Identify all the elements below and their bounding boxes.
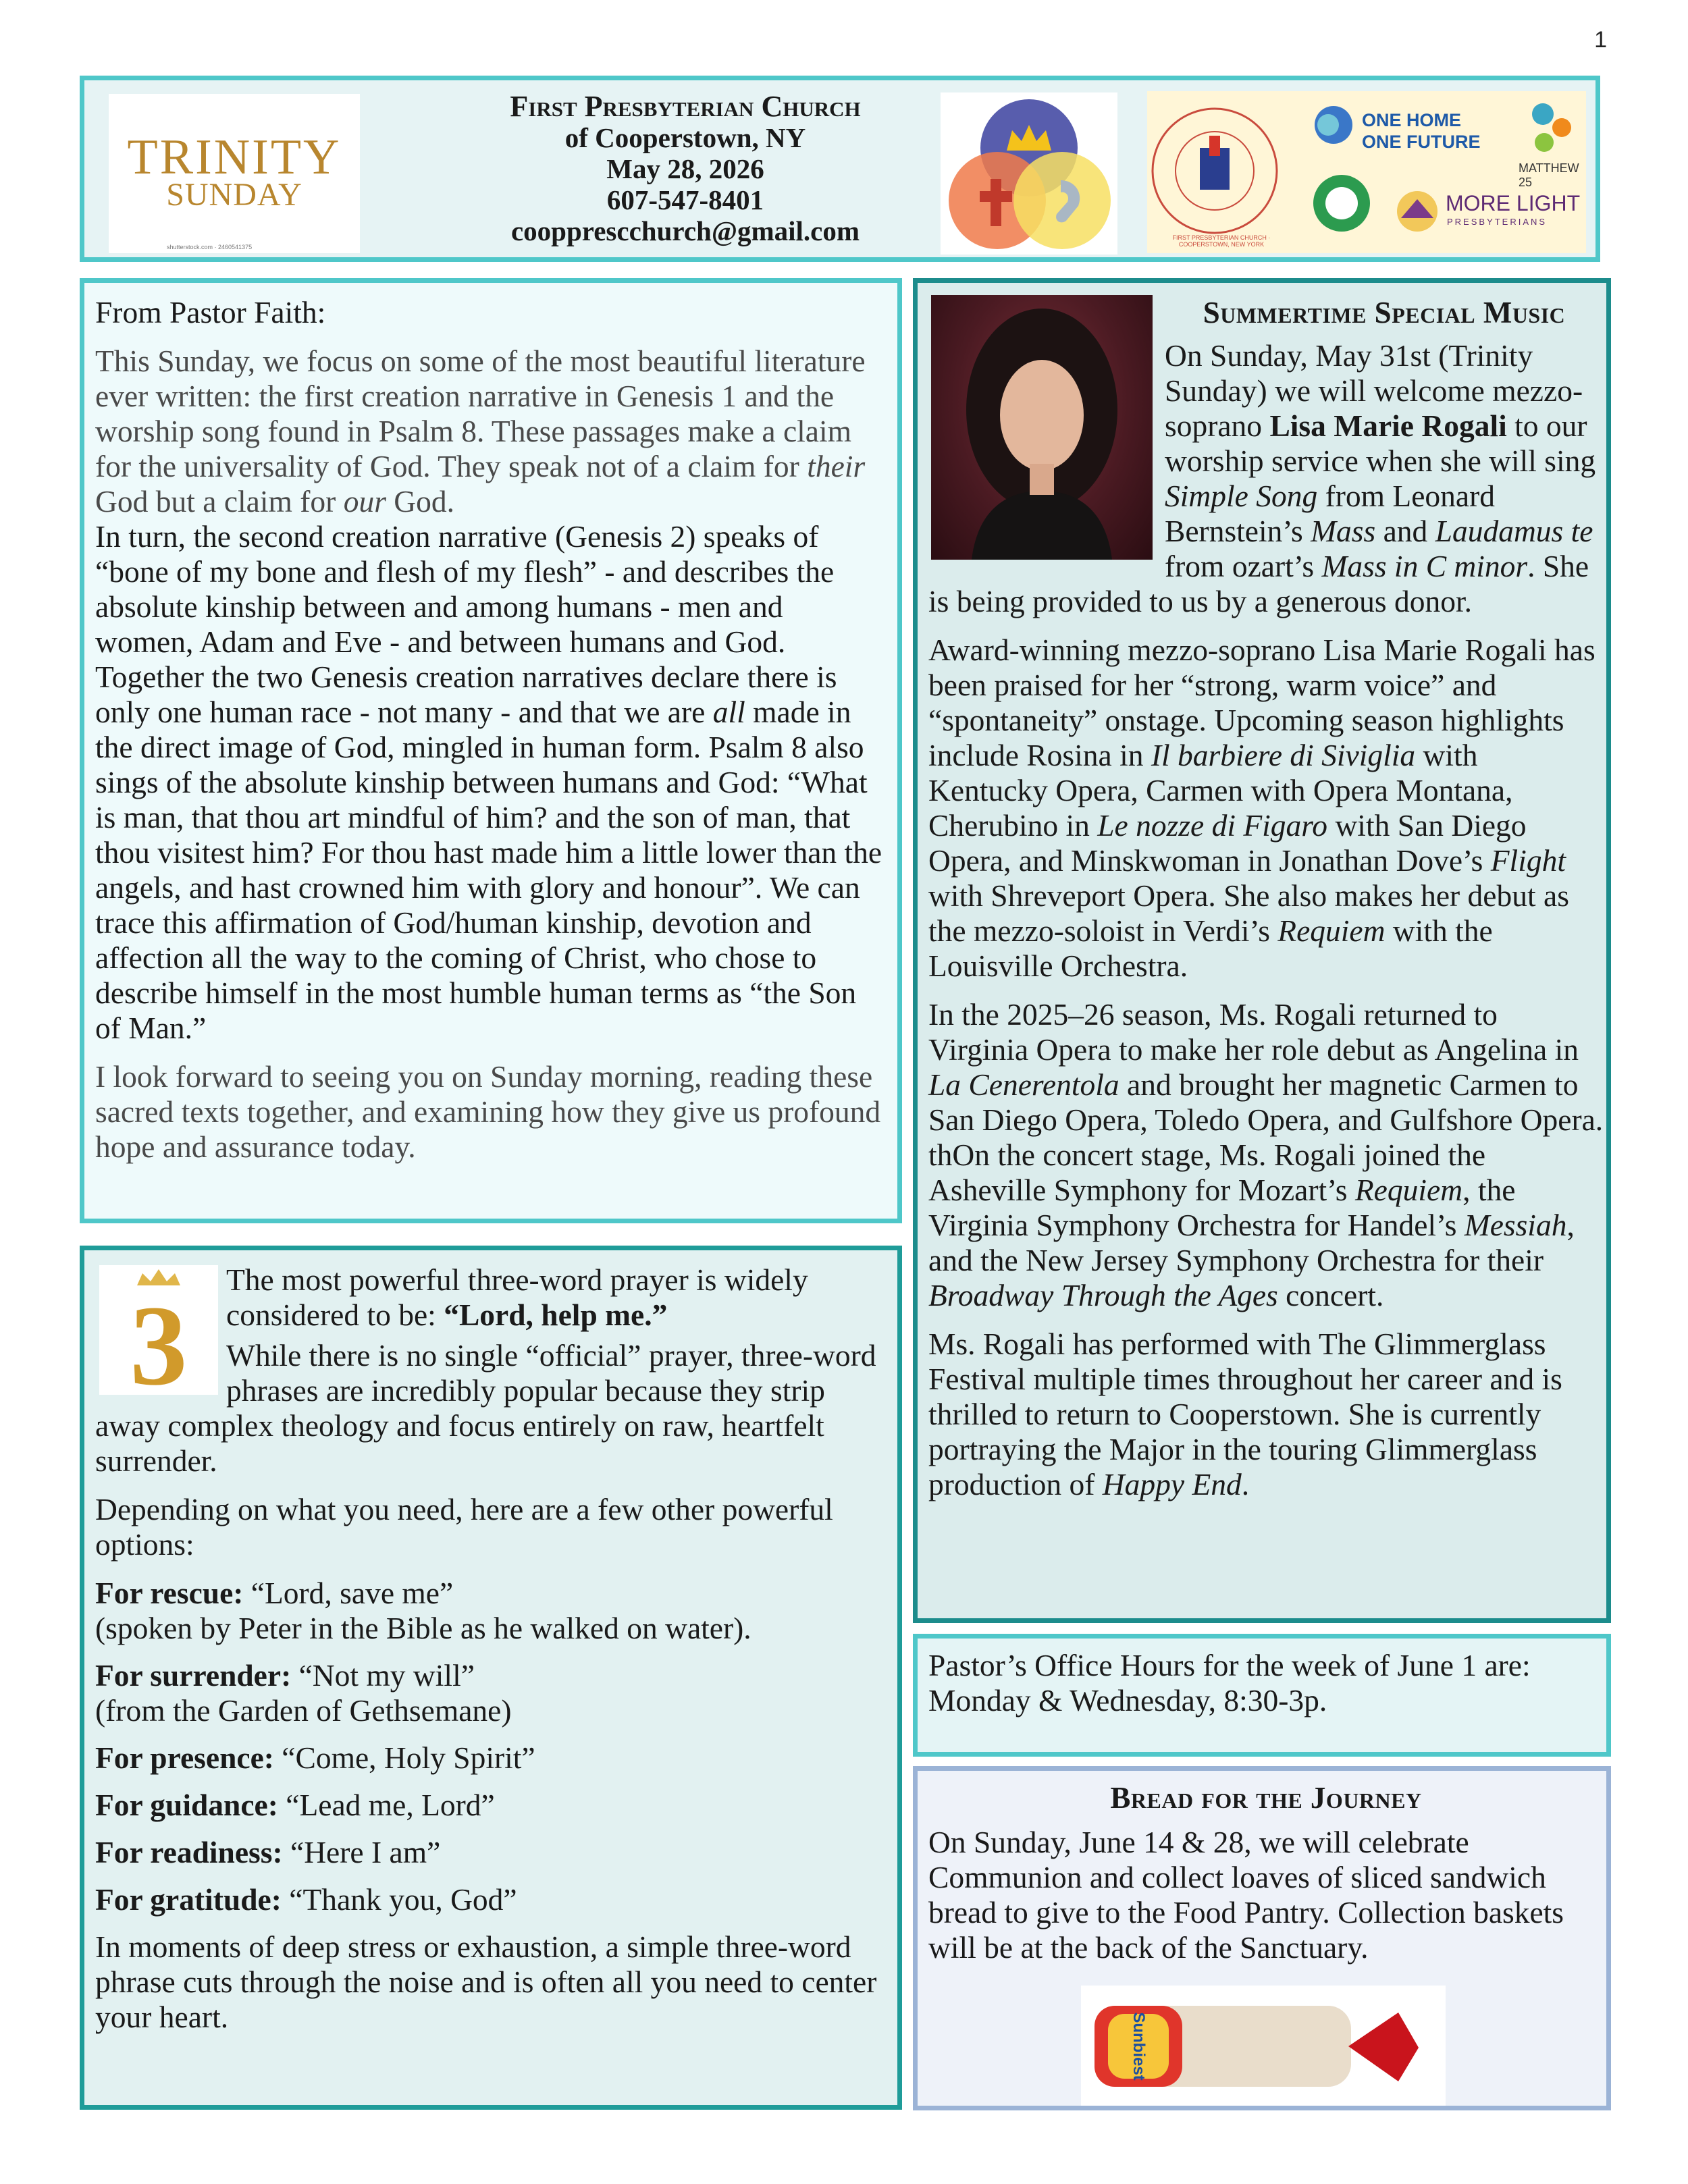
prayer-option <box>95 1835 887 1870</box>
option-note: (from the Garden of Gethsemane) <box>95 1693 512 1728</box>
trinity-circles-graphic <box>941 92 1117 255</box>
text-run: This Sunday, we focus on some of the most beautiful literature ever written: the first creation narrative in Genesis 1 and the worship song found in Psalm 8. These passages make a claim for the universality of God. They speak not of a claim for <box>95 344 866 483</box>
trinity-logo-word2: SUNDAY <box>166 177 302 213</box>
text-run: with the Louisville Orchestra. <box>928 913 1493 983</box>
text-run: to our worship service when she will sing <box>1165 408 1596 478</box>
option-text: “Not my will” <box>291 1658 475 1693</box>
prayer-paragraph-3: Depending on what you need, here are a few other powerful options: <box>95 1492 833 1562</box>
pastor-message-box <box>80 278 902 1223</box>
bread-loaf-image <box>1081 1986 1446 2106</box>
text-run: . She is being provided to us by a generous donor. <box>928 549 1589 618</box>
text-run: from Leonard Bernstein’s <box>1165 479 1495 548</box>
prayer-paragraph-2-text <box>95 1338 887 1479</box>
logo-credit: shutterstock.com · 2460541375 <box>167 244 253 250</box>
matthew-25-icon <box>1532 103 1554 125</box>
church-phone: 607-547-8401 <box>606 184 764 215</box>
text-run: and brought her magnetic Carmen to San Diego Opera, Toledo Opera, and Gulfshore Opera. thOn the concert stage, Ms. Rogali joined the Asheville Symphony for Mozart’s <box>928 1067 1604 1207</box>
music-paragraph-2 <box>928 633 1604 984</box>
text-run: God. <box>386 484 455 518</box>
text-run: Award-winning mezzo-soprano Lisa Marie Rogali has been praised for her “strong, warm voice” and “spontaneity” onstage. Upcoming season highlights include Rosina in <box>928 633 1595 772</box>
music-paragraph-1 <box>928 338 1604 619</box>
text-run-italic: Broadway Through the Ages <box>928 1278 1278 1312</box>
text-run: with San Diego Opera, and Minskwoman in Jonathan Dove’s <box>928 808 1527 878</box>
text-run-italic: Mass <box>1311 514 1376 548</box>
special-music-box <box>913 278 1611 1623</box>
office-hours-box <box>913 1634 1611 1757</box>
prayer-closing: In moments of deep stress or exhaustion, a simple three-word phrase cuts through the noise and is often all you need to center your heart. <box>95 1929 877 2034</box>
prayer-options-list <box>95 1576 887 1917</box>
trinity-circles-icon <box>941 92 1117 255</box>
trinity-sunday-logo <box>109 94 360 253</box>
one-home-line1: ONE HOME <box>1362 110 1462 130</box>
text-run: Ms. Rogali has performed with The Glimmerglass Festival multiple times throughout her career and is thrilled to return to Cooperstown. She is currently portraying the Major in the touring Glimmerglass production of <box>928 1327 1562 1501</box>
church-email: coopprescchurch@gmail.com <box>510 215 860 246</box>
seal-text: FIRST PRESBYTERIAN CHURCH · COOPERSTOWN, NEW YORK <box>1172 234 1271 248</box>
singer-name: Lisa Marie Rogali <box>1269 408 1507 443</box>
trinity-logo-word1: TRINITY <box>127 130 342 185</box>
option-label: For readiness: <box>95 1835 283 1869</box>
denomination-logos <box>1147 91 1586 253</box>
music-title: Summertime Special Music <box>1203 296 1566 329</box>
pastor-message <box>95 295 887 1178</box>
text-run: . <box>1241 1467 1250 1501</box>
prayer-option <box>95 1658 887 1728</box>
option-text: “Here I am” <box>282 1835 441 1869</box>
option-text: “Lead me, Lord” <box>278 1788 495 1822</box>
text-run-italic: Mass in C minor <box>1321 549 1528 583</box>
text-run-italic: Requiem <box>1277 913 1386 948</box>
prayer-body <box>95 1338 887 2048</box>
more-light-line1: MORE LIGHT <box>1446 191 1581 215</box>
pastor-paragraph-1 <box>95 344 887 1046</box>
matthew-25-label: MATTHEW 25 <box>1519 161 1579 189</box>
text-run: , and the New Jersey Symphony Orchestra for their <box>928 1208 1575 1277</box>
bread-paragraph: On Sunday, June 14 & 28, we will celebrate Communion and collect loaves of sliced sandwich bread to give to the Food Pantry. Collection baskets will be at the back of the Sanctuary. <box>928 1825 1564 1965</box>
option-label: For presence: <box>95 1740 274 1775</box>
prayer-option <box>95 1788 887 1823</box>
bread-title: Bread for the Journey <box>1110 1781 1422 1815</box>
text-run: The most powerful three-word prayer is widely considered to be: <box>226 1262 808 1332</box>
option-label: For surrender: <box>95 1658 292 1693</box>
church-name: First Presbyterian Church <box>510 90 861 123</box>
text-run-italic: Messiah <box>1464 1208 1567 1242</box>
photo-spacer <box>928 338 1165 573</box>
prayer-option <box>95 1882 887 1917</box>
text-run: with Kentucky Opera, Carmen with Opera Montana, Cherubino in <box>928 738 1513 843</box>
prayer-option <box>95 1740 887 1776</box>
text-run: While there is no single “official” prayer, three-word phrases are incredibly popular because they strip away complex theology and focus entirely on raw, heartfelt surrender. <box>95 1338 876 1478</box>
option-label: For guidance: <box>95 1788 278 1822</box>
pastor-paragraph-3: I look forward to seeing you on Sunday morning, reading these sacred texts together, and examining how they give us profound hope and assurance today. <box>95 1059 881 1164</box>
text-run-italic: La Cenerentola <box>928 1067 1119 1102</box>
text-run-italic: Laudamus te <box>1435 514 1593 548</box>
cross-icon <box>991 179 1001 226</box>
office-hours-line2: Monday & Wednesday, 8:30-3p. <box>928 1683 1327 1717</box>
text-run: , the Virginia Symphony Orchestra for Handel’s <box>928 1173 1516 1242</box>
one-home-line2: ONE FUTURE <box>1362 132 1481 152</box>
bread-loaf-icon <box>1081 1986 1446 2106</box>
option-label: For gratitude: <box>95 1882 282 1917</box>
image-spacer <box>95 1338 226 1408</box>
text-run: In the 2025–26 season, Ms. Rogali returned to Virginia Opera to make her role debut as Angelina in <box>928 997 1579 1067</box>
text-run-italic: Il barbiere di Siviglia <box>1151 738 1416 772</box>
option-label: For rescue: <box>95 1576 244 1610</box>
text-run: God but a claim for <box>95 484 344 518</box>
text-run: concert. <box>1277 1278 1384 1312</box>
option-text: “Lord, save me” <box>243 1576 454 1610</box>
text-run: made in the direct image of God, mingled in human form. Psalm 8 also sings of the absolute kinship between humans and God: “What is man, that thou art mindful of him? and the son of man, that thou visitest him? For thou hast made him a little lower than the angels, and hast crowned him with glory and honour”. We can trace this affirmation of God/human kinship, devotion and affection all the way to the coming of Christ, who chose to describe himself in the most humble human terms as “the Son of Man.” <box>95 695 882 1045</box>
more-light-line2: PRESBYTERIANS <box>1447 217 1548 227</box>
office-hours-line1: Pastor’s Office Hours for the week of June 1 are: <box>928 1648 1531 1682</box>
newsletter-date: May 28, 2026 <box>606 153 764 184</box>
text-run-italic: our <box>343 484 386 518</box>
text-run: In turn, the second creation narrative (Genesis 2) speaks of “bone of my bone and flesh of my flesh” - and describes the absolute kinship between and among humans - men and women, Adam and Eve - and between humans and God. Together the two Genesis creation narratives declare there is only one human race - not many - and that we are <box>95 519 837 729</box>
music-paragraph-3 <box>928 997 1604 1313</box>
pastor-heading: From Pastor Faith: <box>95 295 326 329</box>
text-run-italic: their <box>807 449 866 483</box>
text-run-bold: “Lord, help me.” <box>444 1298 668 1332</box>
bread-brand: Sunbiest <box>1130 2012 1148 2081</box>
text-run: from ozart’s <box>1165 549 1322 583</box>
option-note: (spoken by Peter in the Bible as he walked on water). <box>95 1611 751 1645</box>
text-run-italic: Requiem <box>1354 1173 1463 1207</box>
prayer-paragraph-1 <box>95 1262 887 1333</box>
text-run-italic: all <box>712 695 745 729</box>
bread-journey-box <box>913 1766 1611 2110</box>
prayer-text <box>95 1262 887 1346</box>
text-run-italic: Le nozze di Figaro <box>1097 808 1328 843</box>
prayer-option <box>95 1576 887 1646</box>
text-run: and <box>1375 514 1435 548</box>
text-run: with Shreveport Opera. She also makes her debut as the mezzo-soloist in Verdi’s <box>928 878 1569 948</box>
music-text <box>928 295 1604 1516</box>
bread-text <box>928 1780 1604 1979</box>
office-hours <box>928 1648 1604 1718</box>
music-paragraph-4 <box>928 1327 1604 1502</box>
church-info <box>368 91 1003 246</box>
three-word-prayer-box <box>80 1246 902 2110</box>
page-number: 1 <box>1594 27 1607 53</box>
text-run-italic: Simple Song <box>1165 479 1318 513</box>
church-location: of Cooperstown, NY <box>564 122 806 153</box>
text-run: On Sunday, May 31st (Trinity Sunday) we will welcome mezzo-soprano <box>1165 338 1583 443</box>
masthead <box>80 76 1600 262</box>
text-run-italic: Flight <box>1490 843 1566 878</box>
option-text: “Come, Holy Spirit” <box>273 1740 535 1775</box>
three-numeral: 3 <box>130 1282 188 1395</box>
text-run-italic: Happy End <box>1102 1467 1242 1501</box>
option-text: “Thank you, God” <box>281 1882 517 1917</box>
